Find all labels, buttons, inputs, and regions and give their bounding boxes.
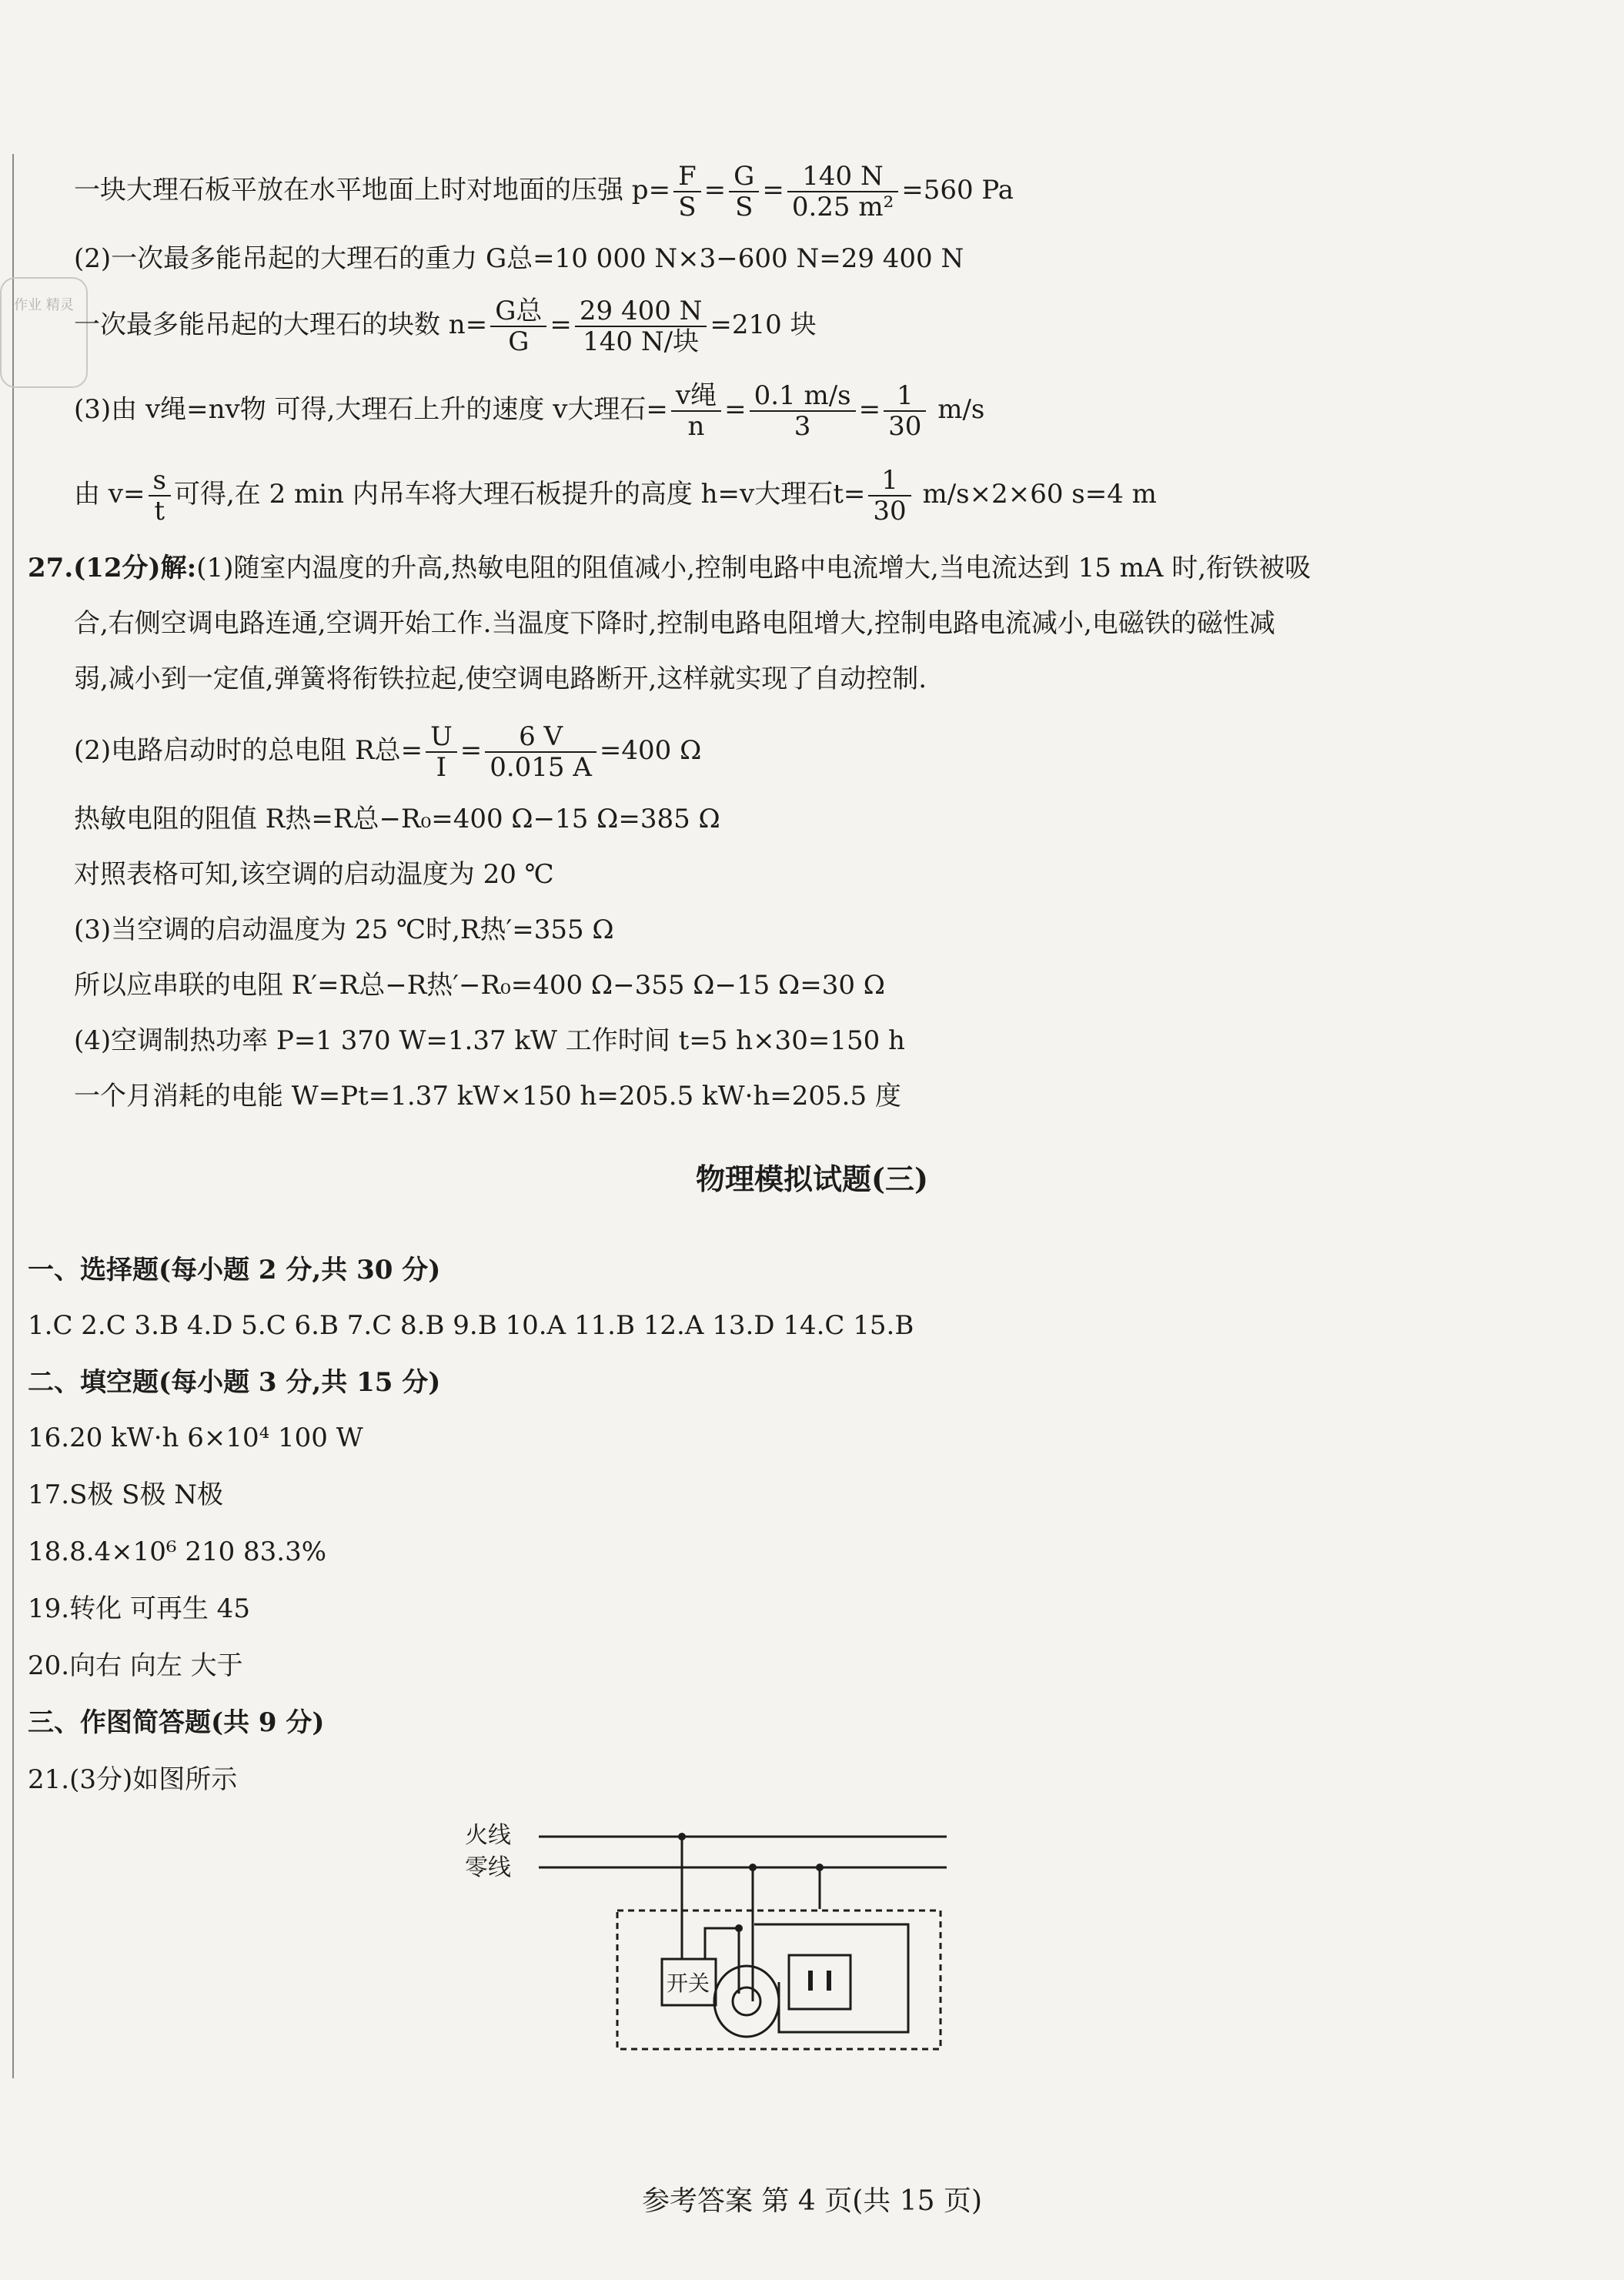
circuit-diagram <box>446 1817 970 2071</box>
part1-answers: 1.C 2.C 3.B 4.D 5.C 6.B 7.C 8.B 9.B 10.A 11.B 12.A 13.D 14.C 15.B <box>28 1310 914 1341</box>
text: (1)随室内温度的升高,热敏电阻的阻值减小,控制电路中电流增大,当电流达到 15 mA 时,衔铁被吸 <box>196 553 1312 583</box>
text: 由 v= <box>74 479 145 510</box>
text: =400 Ω <box>599 735 702 766</box>
q27-line-9: (4)空调制热功率 P=1 370 W=1.37 kW 工作时间 t=5 h×30=150 h <box>74 1025 905 1056</box>
q27-line-1 <box>28 553 1311 583</box>
q27-line-6: 对照表格可知,该空调的启动温度为 20 ℃ <box>74 859 554 890</box>
text: m/s <box>929 394 985 425</box>
switch-lamp-wire <box>705 1928 739 1994</box>
text: m/s×2×60 s=4 m <box>914 479 1157 510</box>
socket-pin <box>827 1971 831 1991</box>
denominator: S <box>678 192 697 222</box>
pressure-line <box>74 162 1014 222</box>
answer-17: 17.S极 S极 N极 <box>28 1479 224 1510</box>
numerator: 1 <box>868 466 911 496</box>
text: = <box>858 394 881 425</box>
fraction <box>729 162 759 222</box>
switch-label: 开关 <box>667 1971 710 1996</box>
page-footer: 参考答案 第 4 页(共 15 页) <box>641 2185 983 2217</box>
fraction <box>750 381 856 441</box>
text: 一次最多能吊起的大理石的块数 n= <box>74 309 488 340</box>
fraction <box>485 722 596 782</box>
text: =560 Pa <box>901 175 1014 206</box>
text: (2)电路启动时的总电阻 R总= <box>74 735 423 766</box>
text: = <box>703 175 727 206</box>
text: = <box>459 735 483 766</box>
fraction <box>868 466 911 526</box>
q27-line-3: 弱,减小到一定值,弹簧将衔铁拉起,使空调电路断开,这样就实现了自动控制. <box>74 664 927 694</box>
answer-18: 18.8.4×10⁶ 210 83.3% <box>28 1536 327 1567</box>
junction-dot <box>749 1864 757 1871</box>
denominator: 30 <box>873 496 907 527</box>
numerator: 29 400 N <box>575 296 707 327</box>
numerator: 140 N <box>787 162 898 192</box>
fraction <box>884 381 926 441</box>
denominator: 140 N/块 <box>583 326 700 357</box>
answer-16: 16.20 kW·h 6×10⁴ 100 W <box>28 1422 363 1453</box>
neutral-wire-label: 零线 <box>465 1854 511 1881</box>
answer-20: 20.向右 向左 大于 <box>28 1650 243 1681</box>
numerator: U <box>426 722 457 753</box>
numerator: s <box>149 466 171 496</box>
height-line <box>74 466 1157 526</box>
q27-line-5: 热敏电阻的阻值 R热=R总−R₀=400 Ω−15 Ω=385 Ω <box>74 804 720 834</box>
denominator: 3 <box>794 411 811 442</box>
lamp-loop <box>714 1966 779 2037</box>
fraction <box>671 381 721 441</box>
socket-box <box>789 1955 850 2009</box>
q27-line-2: 合,右侧空调电路连通,空调开始工作.当温度下降时,控制电路电阻增大,控制电路电流减小,电磁铁的磁性减 <box>74 608 1275 639</box>
fraction <box>673 162 701 222</box>
denominator: G <box>508 326 530 357</box>
answer-19: 19.转化 可再生 45 <box>28 1593 250 1624</box>
denominator: n <box>687 411 705 442</box>
section-title: 物理模拟试题(三) <box>696 1162 928 1196</box>
question-number: 27.(12分)解: <box>28 553 197 583</box>
margin-line <box>12 154 14 2078</box>
text: = <box>550 309 572 340</box>
text: 可得,在 2 min 内吊车将大理石板提升的高度 h=v大理石t= <box>173 479 866 510</box>
fraction <box>787 162 898 222</box>
socket-pin <box>808 1971 813 1991</box>
part1-heading: 一、选择题(每小题 2 分,共 30 分) <box>28 1255 441 1285</box>
denominator: 0.015 A <box>490 752 592 783</box>
q27-line-8: 所以应串联的电阻 R′=R总−R热′−R₀=400 Ω−355 Ω−15 Ω=30 Ω <box>74 970 885 1001</box>
part3-heading: 三、作图简答题(共 9 分) <box>28 1707 325 1738</box>
answer-21: 21.(3分)如图所示 <box>28 1764 238 1795</box>
count-line <box>74 296 817 356</box>
q27-resistance-line <box>74 722 701 782</box>
fraction <box>490 296 546 356</box>
numerator: G <box>729 162 759 192</box>
numerator: 0.1 m/s <box>750 381 856 412</box>
live-wire-label: 火线 <box>465 1822 511 1849</box>
denominator: 30 <box>888 411 922 442</box>
fraction <box>575 296 707 356</box>
speed-line <box>74 381 984 441</box>
fraction <box>426 722 457 782</box>
junction-dot <box>678 1833 686 1840</box>
numerator: v绳 <box>671 381 721 412</box>
numerator: F <box>673 162 701 192</box>
junction-dot <box>816 1864 824 1871</box>
numerator: G总 <box>490 296 546 327</box>
text: =210 块 <box>710 309 817 340</box>
denominator: 0.25 m² <box>791 192 894 222</box>
text: (3)由 v绳=nv物 可得,大理石上升的速度 v大理石= <box>74 394 668 425</box>
numerator: 1 <box>884 381 926 412</box>
stamp-text: 作业 精灵 <box>14 297 74 313</box>
denominator: I <box>436 752 447 783</box>
fraction <box>149 466 171 526</box>
text: = <box>762 175 784 206</box>
numerator: 6 V <box>485 722 596 753</box>
q27-line-7: (3)当空调的启动温度为 25 ℃时,R热′=355 Ω <box>74 914 614 945</box>
text: = <box>724 394 747 425</box>
q27-line-10: 一个月消耗的电能 W=Pt=1.37 kW×150 h=205.5 kW·h=205.5 度 <box>74 1081 901 1112</box>
text: 一块大理石板平放在水平地面上时对地面的压强 p= <box>74 175 671 206</box>
junction-dot <box>735 1924 743 1932</box>
denominator: S <box>735 192 754 222</box>
denominator: t <box>154 496 165 527</box>
weight-line: (2)一次最多能吊起的大理石的重力 G总=10 000 N×3−600 N=29 400 N <box>74 243 964 274</box>
part2-heading: 二、填空题(每小题 3 分,共 15 分) <box>28 1367 441 1398</box>
lamp-icon <box>733 1987 760 2015</box>
